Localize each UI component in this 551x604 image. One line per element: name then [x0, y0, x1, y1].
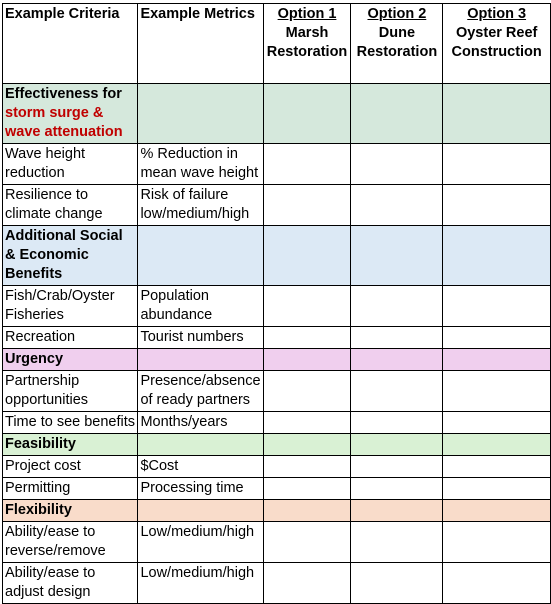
criteria-table-container — [2, 3, 551, 604]
option-3-cell[interactable] — [443, 478, 551, 500]
metric-cell: Months/years — [138, 412, 263, 434]
section-cell — [351, 226, 443, 286]
section-urgency-title: Urgency — [3, 349, 138, 371]
option-3-label: Option 3 — [467, 6, 527, 22]
section-cell — [443, 500, 551, 522]
option-3-cell[interactable] — [443, 286, 551, 327]
header-criteria: Example Criteria — [3, 4, 138, 84]
option-1-cell[interactable] — [263, 327, 351, 349]
option-1-name-line2: Restoration — [266, 44, 348, 60]
section-social-title: Additional Social & Economic Benefits — [3, 226, 138, 286]
section-cell — [263, 349, 351, 371]
option-3-name-line1: Oyster Reef — [455, 25, 538, 41]
section-feasibility — [3, 434, 551, 456]
option-2-cell[interactable] — [351, 185, 443, 226]
option-3-cell[interactable] — [443, 522, 551, 563]
metric-cell: Population abundance — [138, 286, 263, 327]
metric-cell: Tourist numbers — [138, 327, 263, 349]
option-3-cell[interactable] — [443, 185, 551, 226]
section-flexibility-title: Flexibility — [3, 500, 138, 522]
table-row — [3, 371, 551, 412]
header-row — [3, 4, 551, 84]
metric-cell: Low/medium/high — [138, 522, 263, 563]
table-row — [3, 412, 551, 434]
section-flexibility — [3, 500, 551, 522]
section-urgency — [3, 349, 551, 371]
criteria-cell: Recreation — [3, 327, 138, 349]
option-3-cell[interactable] — [443, 456, 551, 478]
table-row — [3, 286, 551, 327]
criteria-cell: Ability/ease to adjust design — [3, 563, 138, 604]
option-2-cell[interactable] — [351, 412, 443, 434]
header-option-2 — [351, 4, 443, 84]
option-3-cell[interactable] — [443, 144, 551, 185]
section-cell — [138, 84, 263, 144]
option-3-cell[interactable] — [443, 371, 551, 412]
criteria-cell: Fish/Crab/Oyster Fisheries — [3, 286, 138, 327]
criteria-cell: Resilience to climate change — [3, 185, 138, 226]
section-cell — [138, 226, 263, 286]
option-2-name-line2: Restoration — [356, 44, 438, 60]
option-1-cell[interactable] — [263, 144, 351, 185]
metric-cell: $Cost — [138, 456, 263, 478]
section-cell — [263, 434, 351, 456]
section-cell — [138, 349, 263, 371]
criteria-cell: Project cost — [3, 456, 138, 478]
section-feasibility-title: Feasibility — [3, 434, 138, 456]
option-1-cell[interactable] — [263, 412, 351, 434]
section-cell — [263, 500, 351, 522]
table-row — [3, 456, 551, 478]
criteria-cell: Ability/ease to reverse/remove — [3, 522, 138, 563]
option-1-cell[interactable] — [263, 563, 351, 604]
option-2-cell[interactable] — [351, 286, 443, 327]
criteria-table — [2, 3, 551, 604]
option-2-cell[interactable] — [351, 327, 443, 349]
section-cell — [443, 226, 551, 286]
section-effectiveness-title — [3, 84, 138, 144]
table-row — [3, 478, 551, 500]
table-row — [3, 522, 551, 563]
header-option-3 — [443, 4, 551, 84]
option-2-name-line1: Dune — [378, 25, 416, 41]
criteria-cell: Partnership opportunities — [3, 371, 138, 412]
option-1-cell[interactable] — [263, 478, 351, 500]
option-1-cell[interactable] — [263, 456, 351, 478]
effectiveness-title-red: storm surge & wave attenuation — [5, 105, 123, 140]
metric-cell: Processing time — [138, 478, 263, 500]
table-row — [3, 185, 551, 226]
section-cell — [351, 500, 443, 522]
option-3-cell[interactable] — [443, 327, 551, 349]
section-cell — [138, 500, 263, 522]
option-3-name-line2: Construction — [451, 44, 542, 60]
section-cell — [351, 349, 443, 371]
section-cell — [443, 434, 551, 456]
option-1-label: Option 1 — [277, 6, 337, 22]
option-2-cell[interactable] — [351, 371, 443, 412]
option-2-cell[interactable] — [351, 522, 443, 563]
option-2-cell[interactable] — [351, 456, 443, 478]
option-1-cell[interactable] — [263, 371, 351, 412]
option-3-cell[interactable] — [443, 412, 551, 434]
header-option-1 — [263, 4, 351, 84]
option-1-cell[interactable] — [263, 522, 351, 563]
table-row — [3, 563, 551, 604]
option-1-cell[interactable] — [263, 185, 351, 226]
option-2-label: Option 2 — [367, 6, 427, 22]
section-cell — [443, 84, 551, 144]
section-effectiveness — [3, 84, 551, 144]
section-cell — [263, 226, 351, 286]
option-2-cell[interactable] — [351, 563, 443, 604]
effectiveness-title-black: Effectiveness for — [5, 86, 122, 102]
option-2-cell[interactable] — [351, 478, 443, 500]
section-cell — [351, 84, 443, 144]
criteria-cell: Time to see benefits — [3, 412, 138, 434]
option-3-cell[interactable] — [443, 563, 551, 604]
table-row — [3, 327, 551, 349]
table-row — [3, 144, 551, 185]
section-cell — [138, 434, 263, 456]
criteria-cell: Permitting — [3, 478, 138, 500]
section-cell — [263, 84, 351, 144]
criteria-cell: Wave height reduction — [3, 144, 138, 185]
metric-cell: Risk of failure low/medium/high — [138, 185, 263, 226]
option-1-name-line1: Marsh — [285, 25, 329, 41]
section-cell — [443, 349, 551, 371]
metric-cell: % Reduction in mean wave height — [138, 144, 263, 185]
section-cell — [351, 434, 443, 456]
header-metrics: Example Metrics — [138, 4, 263, 84]
option-1-cell[interactable] — [263, 286, 351, 327]
metric-cell: Low/medium/high — [138, 563, 263, 604]
option-2-cell[interactable] — [351, 144, 443, 185]
section-social — [3, 226, 551, 286]
metric-cell: Presence/absence of ready partners — [138, 371, 263, 412]
